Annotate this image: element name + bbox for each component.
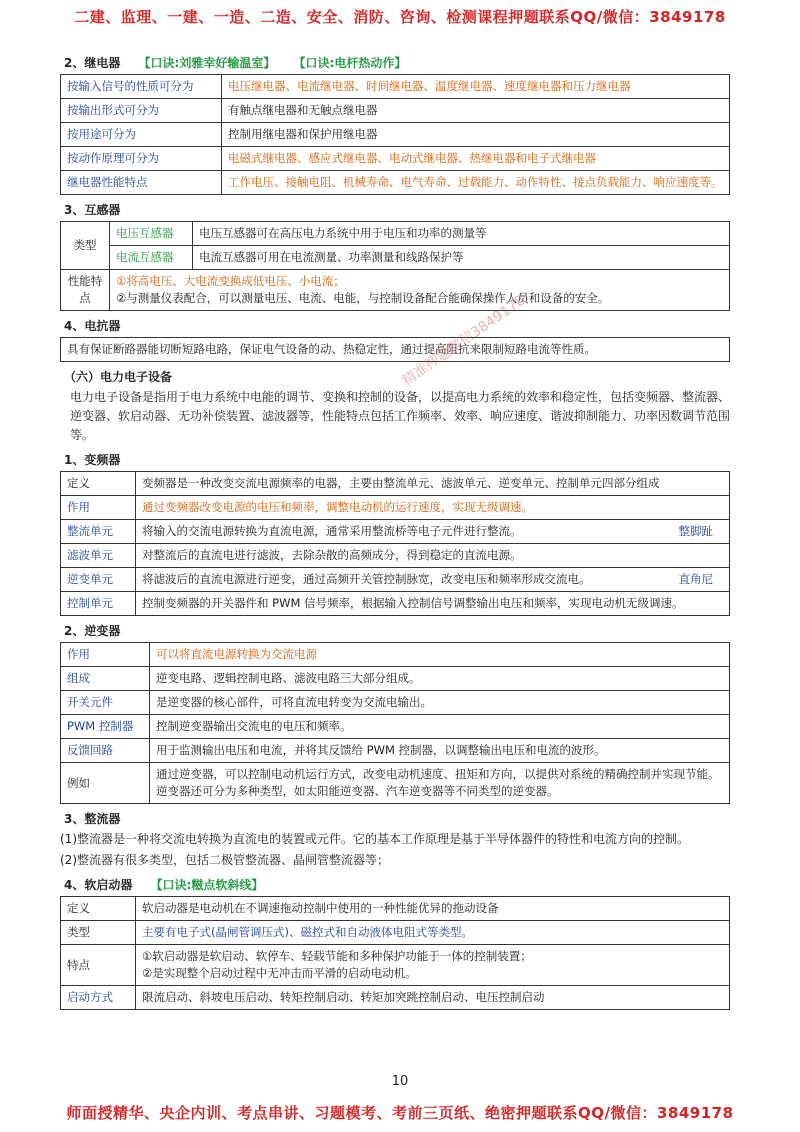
table-row [61,496,730,520]
table-row [61,123,730,147]
mnemonic-note: 直角尼 [678,572,713,586]
vfd-heading: 1、变频器 [64,453,121,467]
row-value [136,592,730,616]
row-value: 可以将直流电源转换为交流电源 [150,643,730,667]
row-value: 用于监测输出电压和电流，并将其反馈给 PWM 控制器，以调整输出电压和电流的波形。 [150,739,730,763]
rectifier-heading: 3、整流器 [64,812,121,826]
bottom-banner: 师面授精华、央企内训、考点串讲、习题模考、考前三页纸、绝密押题联系QQ/微信：3849178 [66,1104,734,1122]
row-key: 电压互感器 [110,222,193,246]
row-value: 有触点继电器和无触点继电器 [222,99,730,123]
table-row [61,739,730,763]
table-row [61,715,730,739]
relay-table [60,74,730,195]
row-key: 开关元件 [61,691,150,715]
row-value: 电流互感器可用在电流测量、功率测量和线路保护等 [193,246,730,270]
feature-item: ①软启动器是软启动、软停车、轻载节能和多种保护功能于一体的控制装置； [142,949,532,963]
soft-starter-heading [64,876,730,893]
row-key: 启动方式 [61,986,136,1010]
row-value [136,496,730,520]
row-key: 作用 [61,496,136,520]
row-key: 类型 [61,921,136,945]
row-key: 定义 [61,897,136,921]
row-value: 控制用继电器和保护用继电器 [222,123,730,147]
transformer-table [60,221,730,311]
table-row [61,986,730,1010]
page-number: 10 [391,1074,409,1089]
feature-label: 性能特点 [61,270,110,311]
row-key: PWM 控制器 [61,715,150,739]
relay-heading [64,54,730,71]
reactor-table [60,337,730,362]
row-key: 滤波单元 [61,544,136,568]
row-key: 逆变单元 [61,568,136,592]
transformer-heading: 3、互感器 [64,203,121,217]
row-value: 通过逆变器，可以控制电动机运行方式，改变电动机速度、扭矩和方向，以提供对系统的精确控制并实现节能。逆变器还可分为多种类型，如太阳能逆变器、汽车逆变器等不同类型的逆变器。 [150,763,730,804]
feature-label: 特点 [61,945,136,986]
feature-item: ②是实现整个启动过程中无冲击而平滑的启动电动机。 [142,966,417,980]
power-electronics-text: 电力电子设备是指用于电力系统中电能的调节、变换和控制的设备，以提高电力系统的效率和稳定性，包括变频器、整流器、逆变器、软启动器、无功补偿装置、滤波器等，性能特点包括工作频率、效率、响应速度、谐波抑制能力、功率因数调节范围等。 [70,390,731,442]
relay-tip-2: 【口诀:电杆热动作】 [293,56,407,70]
row-value: 控制逆变器输出交流电的电压和频率。 [150,715,730,739]
row-value: 逆变电路、逻辑控制电路、滤波电路三大部分组成。 [150,667,730,691]
feature-list [110,270,730,311]
vfd-table [60,471,730,616]
table-row [61,520,730,544]
table-row [61,544,730,568]
row-value [136,472,730,496]
row-key: 按用途可分为 [61,123,222,147]
row-key: 继电器性能特点 [61,171,222,195]
mnemonic-note: 整脚趾 [678,524,713,538]
row-text: 变频器是一种改变交流电源频率的电器，主要由整流单元、滤波单元、逆变单元、控制单元四部分组成 [142,476,660,490]
feature-item: ②与测量仪表配合，可以测量电压、电流、电能，与控制设备配合能确保操作人员和设备的安全。 [116,291,610,305]
row-value [136,520,730,544]
table-row [61,592,730,616]
row-text: 将输入的交流电源转换为直流电源，通常采用整流桥等电子元件进行整流。 [142,524,522,538]
table-row [61,667,730,691]
table-row [61,897,730,921]
row-value: 软启动器是电动机在不调速拖动控制中使用的一种性能优异的拖动设备 [136,897,730,921]
soft-starter-table [60,896,730,1010]
row-text: 对整流后的直流电进行滤波，去除杂散的高频成分，得到稳定的直流电源。 [142,548,522,562]
table-row [61,472,730,496]
row-key: 反馈回路 [61,739,150,763]
row-key: 按输出形式可分为 [61,99,222,123]
row-key: 电流互感器 [110,246,193,270]
relay-tip-1: 【口诀:刘雅幸好输温室】 [138,56,276,70]
feature-item: ①将高电压、大电流变换成低电压、小电流； [116,274,345,288]
row-key: 整流单元 [61,520,136,544]
relay-title: 2、继电器 [64,56,121,70]
soft-starter-tip: 【口诀:糍点软斜线】 [150,878,264,892]
row-key: 作用 [61,643,150,667]
soft-starter-title: 4、软启动器 [64,878,133,892]
type-label: 类型 [61,222,110,270]
row-key: 控制单元 [61,592,136,616]
row-value: 工作电压、接触电阻、机械寿命、电气寿命、过载能力、动作特性、接点负载能力、响应速度等。 [222,171,730,195]
row-value: 电磁式继电器、感应式继电器、电动式继电器、热继电器和电子式继电器 [222,147,730,171]
inverter-table [60,642,730,804]
watermark: 精准押题微信3849178 [399,292,529,390]
row-text: 控制变频器的开关器件和 PWM 信号频率，根据输入控制信号调整输出电压和频率，实现电动机无级调速。 [142,596,684,610]
table-row [61,246,730,270]
rectifier-line: (1)整流器是一种将交流电转换为直流电的装置或元件。它的基本工作原理是基于半导体器件的特性和电流方向的控制。 [60,832,690,846]
table-row [61,222,730,246]
row-text: 通过变频器改变电源的电压和频率，调整电动机的运行速度，实现无级调速。 [142,500,533,514]
inverter-heading: 2、逆变器 [64,624,121,638]
row-text: 将滤波后的直流电源进行逆变，通过高频开关管控制脉宽，改变电压和频率形成交流电。 [142,572,591,586]
table-row [61,171,730,195]
row-value: 电压继电器、电流继电器、时间继电器、温度继电器、速度继电器和压力继电器 [222,75,730,99]
power-electronics-heading: （六）电力电子设备 [64,370,173,384]
table-row [61,568,730,592]
feature-list [136,945,730,986]
table-row [61,643,730,667]
table-row [61,99,730,123]
rectifier-line: (2)整流器有很多类型，包括二极管整流器、晶闸管整流器等； [60,853,390,867]
table-row [61,75,730,99]
table-row [61,945,730,986]
row-value: 限流启动、斜坡电压启动、转矩控制启动、转矩加突跳控制启动、电压控制启动 [136,986,730,1010]
row-key: 定义 [61,472,136,496]
row-value [136,568,730,592]
table-row [61,921,730,945]
table-row [61,270,730,311]
row-value [136,544,730,568]
reactor-text: 具有保证断路器能切断短路电路，保证电气设备的动、热稳定性，通过提高阻抗来限制短路电流等性质。 [61,338,730,362]
row-key: 例如 [61,763,150,804]
reactor-heading: 4、电抗器 [64,319,121,333]
top-banner: 二建、监理、一建、一造、二造、安全、消防、咨询、检测课程押题联系QQ/微信：3849178 [74,8,726,26]
page-content [60,48,730,1014]
row-value: 是逆变器的核心部件，可将直流电转变为交流电输出。 [150,691,730,715]
table-row [61,338,730,362]
row-value: 主要有电子式(晶闸管调压式)、磁控式和自动液体电阻式等类型。 [136,921,730,945]
row-key: 按动作原理可分为 [61,147,222,171]
row-key: 按输入信号的性质可分为 [61,75,222,99]
table-row [61,691,730,715]
table-row [61,763,730,804]
table-row [61,147,730,171]
row-value: 电压互感器可在高压电力系统中用于电压和功率的测量等 [193,222,730,246]
row-key: 组成 [61,667,150,691]
